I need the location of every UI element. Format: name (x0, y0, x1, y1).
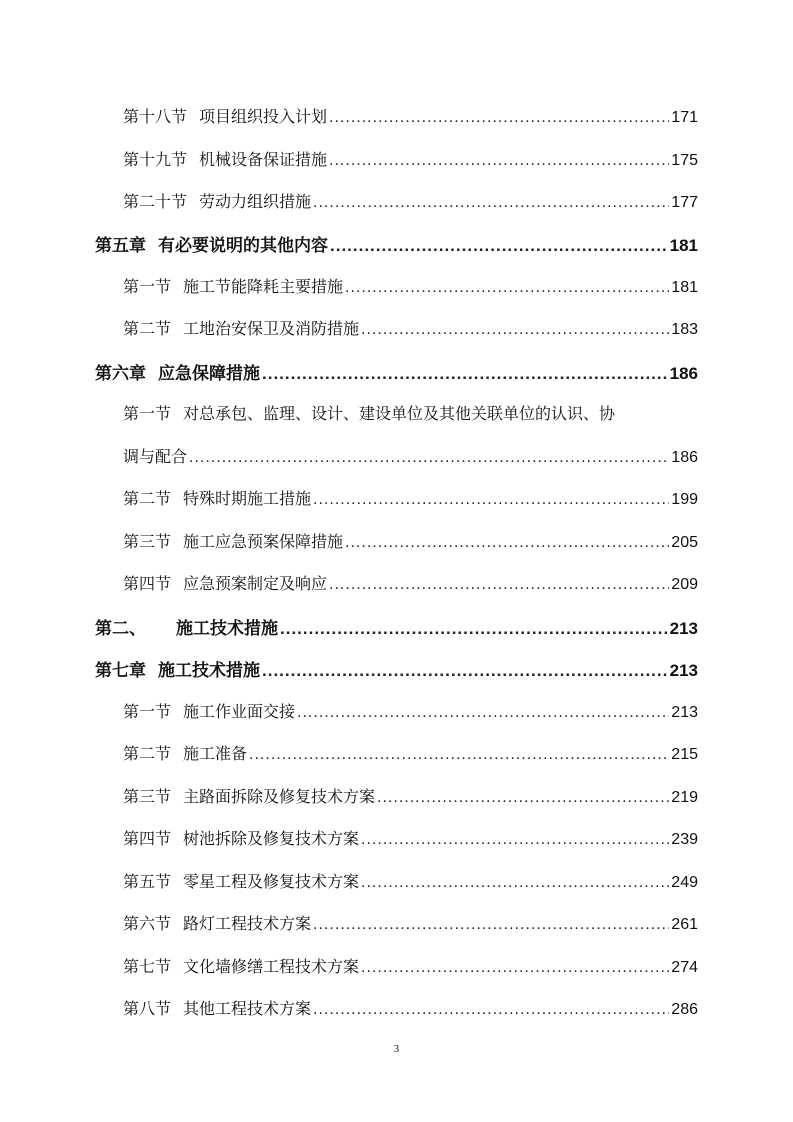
dot-leader (330, 236, 668, 256)
entry-page: 175 (671, 152, 698, 169)
entry-title: 劳动力组织措施 (199, 192, 312, 211)
dot-leader (329, 109, 669, 127)
toc-chapter-entry[interactable] (0, 359, 793, 389)
entry-page: 171 (671, 109, 698, 126)
entry-page: 181 (669, 236, 698, 255)
toc-entry-wrapped-second-line[interactable] (0, 444, 793, 474)
dot-leader (377, 789, 669, 807)
entry-number: 第十八节 (123, 107, 188, 126)
toc-entry[interactable] (0, 147, 793, 177)
toc-entry-wrapped-first-line[interactable] (0, 401, 793, 431)
entry-number: 第六章 (95, 364, 146, 384)
entry-page: 205 (671, 534, 698, 551)
toc-chapter-entry[interactable] (0, 656, 793, 686)
entry-title: 其他工程技术方案 (183, 999, 312, 1018)
entry-title: 施工技术措施 (176, 619, 278, 639)
entry-page: 213 (669, 619, 698, 638)
entry-number: 第四节 (123, 829, 172, 848)
entry-page: 215 (671, 746, 698, 763)
entry-page: 177 (671, 194, 698, 211)
entry-page: 261 (671, 916, 698, 933)
toc-entry[interactable] (0, 741, 793, 771)
entry-page: 213 (671, 704, 698, 721)
toc-entry[interactable] (0, 486, 793, 516)
dot-leader (313, 194, 669, 212)
entry-page: 199 (671, 491, 698, 508)
entry-title: 施工技术措施 (158, 661, 260, 681)
entry-title: 机械设备保证措施 (199, 150, 328, 169)
entry-number: 第十九节 (123, 150, 188, 169)
entry-title: 应急预案制定及响应 (183, 574, 328, 593)
dot-leader (361, 874, 669, 892)
toc-entry[interactable] (0, 996, 793, 1026)
toc-entry[interactable] (0, 104, 793, 134)
entry-number: 第五节 (123, 872, 172, 891)
entry-page: 286 (671, 1001, 698, 1018)
entry-title: 路灯工程技术方案 (183, 914, 312, 933)
dot-leader (313, 1001, 669, 1019)
entry-number: 第三节 (123, 787, 172, 806)
toc-chapter-entry[interactable] (0, 231, 793, 261)
entry-page: 213 (669, 661, 698, 680)
entry-page: 186 (671, 449, 698, 466)
dot-leader (345, 534, 669, 552)
entry-number: 第七章 (95, 661, 146, 681)
entry-page: 239 (671, 831, 698, 848)
dot-leader (262, 661, 668, 681)
entry-number: 第一节 (123, 702, 172, 721)
entry-title: 零星工程及修复技术方案 (183, 872, 360, 891)
toc-entry[interactable] (0, 911, 793, 941)
dot-leader (361, 321, 669, 339)
entry-page: 249 (671, 874, 698, 891)
entry-title: 工地治安保卫及消防措施 (183, 319, 360, 338)
toc-entry[interactable] (0, 784, 793, 814)
page-number: 3 (393, 1043, 400, 1055)
entry-title-continued: 调与配合 (123, 447, 188, 466)
entry-title: 对总承包、监理、设计、建设单位及其他关联单位的认识、协 (183, 404, 616, 423)
toc-entry[interactable] (0, 316, 793, 346)
dot-leader (297, 704, 669, 722)
dot-leader (361, 831, 669, 849)
dot-leader (313, 491, 669, 509)
entry-title: 文化墙修缮工程技术方案 (183, 957, 360, 976)
entry-number: 第一节 (123, 277, 172, 296)
entry-number: 第六节 (123, 914, 172, 933)
dot-leader (249, 746, 669, 764)
dot-leader (313, 916, 669, 934)
dot-leader (329, 152, 669, 170)
entry-page: 209 (671, 576, 698, 593)
entry-page: 186 (669, 364, 698, 383)
entry-number: 第三节 (123, 532, 172, 551)
toc-entry[interactable] (0, 189, 793, 219)
entry-title: 应急保障措施 (158, 364, 260, 384)
dot-leader (329, 576, 669, 594)
entry-title: 特殊时期施工措施 (183, 489, 312, 508)
toc-entry[interactable] (0, 274, 793, 304)
entry-page: 181 (671, 279, 698, 296)
entry-number: 第二十节 (123, 192, 188, 211)
entry-title: 项目组织投入计划 (199, 107, 328, 126)
entry-number: 第二节 (123, 744, 172, 763)
dot-leader (361, 959, 669, 977)
entry-title: 树池拆除及修复技术方案 (183, 829, 360, 848)
toc-entry[interactable] (0, 954, 793, 984)
dot-leader (189, 449, 669, 467)
toc-entry[interactable] (0, 699, 793, 729)
entry-page: 219 (671, 789, 698, 806)
entry-title: 施工应急预案保障措施 (183, 532, 344, 551)
entry-number: 第二节 (123, 489, 172, 508)
entry-number: 第二节 (123, 319, 172, 338)
entry-number: 第七节 (123, 957, 172, 976)
toc-entry[interactable] (0, 571, 793, 601)
entry-title: 有必要说明的其他内容 (158, 236, 328, 256)
entry-page: 183 (671, 321, 698, 338)
entry-title: 施工准备 (183, 744, 248, 763)
dot-leader (280, 619, 668, 639)
entry-title: 主路面拆除及修复技术方案 (183, 787, 376, 806)
toc-entry[interactable] (0, 826, 793, 856)
entry-title: 施工作业面交接 (183, 702, 296, 721)
dot-leader (345, 279, 669, 297)
entry-number: 第二、 (95, 619, 146, 639)
dot-leader (262, 364, 668, 384)
entry-number: 第四节 (123, 574, 172, 593)
entry-number: 第八节 (123, 999, 172, 1018)
entry-number: 第一节 (123, 404, 172, 423)
toc-entry[interactable] (0, 529, 793, 559)
toc-part-entry[interactable] (0, 614, 793, 644)
entry-title: 施工节能降耗主要措施 (183, 277, 344, 296)
entry-number: 第五章 (95, 236, 146, 256)
entry-page: 274 (671, 959, 698, 976)
toc-entry[interactable] (0, 869, 793, 899)
